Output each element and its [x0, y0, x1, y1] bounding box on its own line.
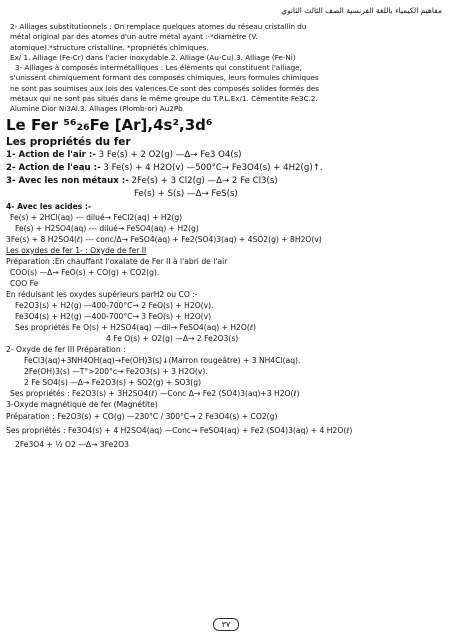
- page-number: [0, 612, 452, 631]
- acids-title: 4- Avec les acides :-: [6, 201, 92, 211]
- prep-line: Ses propriétés Fe O(s) + H2SO4(aq) —dil→ FeSO4(aq) + H2O(ℓ): [15, 322, 256, 332]
- prep-line: 2Fe(OH)3(s) —T°>200°c→ Fe2O3(s) + 3 H2O(v).: [24, 366, 208, 376]
- reaction-equation: 3 Fe(s) + 4 H2O(v) —500°C→ Fe3O4(s) + 4H2(g)↑.: [103, 162, 323, 173]
- prep-line: Ses propriétés : Fe3O4(s) + 4 H2SO4(aq) —Conc→ FeSO4(aq) + Fe2 (SO4)3(aq) + 4 H2O(ℓ): [6, 425, 353, 435]
- reaction-label: 2- Action de l'eau :-: [6, 162, 101, 173]
- acid-line: Fe(s) + 2HCl(aq) --- dilué→ FeCl2(aq) + H2(g): [10, 212, 183, 222]
- oxydes-title: Les oxydes de fer 1- : Oxyde de fer II: [6, 245, 147, 255]
- reaction-line: [6, 162, 446, 175]
- prep-line: Fe3O4(s) + H2(g) —400-700°C→ 3 FeO(s) + H2O(v): [15, 311, 212, 321]
- paragraph-line: Ex/ 1. Alliage (Fe-Cr) dans l'acier inoxydable.2. Alliage (Au-Cu).3. Alliage (Fe-Ni): [10, 52, 296, 62]
- reaction-label: 3- Avec les non métaux :-: [6, 175, 129, 186]
- reaction-label: 1- Action de l'air :-: [6, 149, 96, 160]
- document-body: [6, 22, 446, 452]
- paragraph-line: ne sont pas soumises aux lois des valences.Ce sont des composés solides formés des: [10, 83, 320, 93]
- prep-line: Préparation :En chauffant l'oxalate de Fer II à l'abri de l'air: [6, 256, 228, 266]
- prep-line: En réduisant les oxydes supérieurs parH2 ou CO :-: [6, 289, 198, 299]
- paragraph-line: 3- Alliages à composés intermétalliques : Les éléments qui constituent l'alliage,: [15, 63, 302, 73]
- prep-line: 2- Oxyde de fer III Préparation :: [6, 344, 126, 354]
- paragraph-line: métaux qui ne sont pas situés dans le même groupe du T.P.L.Ex/1. Cémentite Fe3C.2.: [10, 94, 318, 104]
- reaction-equation: 2Fe(s) + 3 Cl2(g) —Δ→ 2 Fe Cl3(s): [131, 175, 278, 186]
- le-fer-title: Le Fer ⁵⁶₂₆Fe [Ar],4s²,3d⁶: [6, 115, 213, 134]
- prep-line: COO(s) —Δ→ FeO(s) + CO(g) + CO2(g).: [10, 267, 160, 277]
- reaction-line: [6, 188, 446, 201]
- paragraph-line: 2- Alliages substitutionnels : On remplace quelques atomes du réseau cristallin du: [10, 22, 307, 31]
- prep-line: 3-Oxyde magnétique de fer (Magnétite): [6, 399, 158, 409]
- prep-line: FeCl3(aq)+3NH4OH(aq)→Fe(OH)3(s)↓(Marron rougeâtre) + 3 NH4Cl(aq).: [24, 355, 301, 365]
- prep-line: COO Fe: [10, 278, 39, 288]
- page-header: مفاهيم الكيمياء باللغة الفرنسية الصف الثالث الثانوي: [281, 6, 442, 15]
- prep-line: 2 Fe SO4(s) —Δ→ Fe2O3(s) + SO2(g) + SO3(g): [24, 377, 202, 387]
- paragraph-line: atomique).*structure cristalline. *propriétés chimiques.: [10, 42, 209, 52]
- reaction-line: [6, 175, 446, 188]
- prep-line: Préparation : Fe2O3(s) + CO(g) —230°C / 300°C→ 2 Fe3O4(s) + CO2(g): [6, 411, 278, 421]
- acid-line: 3Fe(s) + 8 H2SO4(ℓ) --- conc/Δ→ FeSO4(aq) + Fe2(SO4)3(aq) + 4SO2(g) + 8H2O(v): [6, 234, 322, 244]
- prep-line: 4 Fe O(s) + O2(g) —Δ→ 2 Fe2O3(s): [106, 333, 239, 343]
- paragraph-line: métal original par des atomes d'un autre métal ayant :-*diamètre (V.: [10, 32, 258, 42]
- reaction-line: [6, 149, 446, 162]
- prep-line: Ses propriétés : Fe2O3(s) + 3H2SO4(ℓ) —Conc Δ→ Fe2 (SO4)3(aq)+3 H2O(ℓ): [10, 388, 300, 398]
- prep-line: Fe2O3(s) + H2(g) —400-700°C→ 2 FeO(s) + H2O(v).: [15, 300, 214, 310]
- paragraph-line: s'unissent chimiquement formant des composés chimiques, leurs formules chimiques: [10, 73, 319, 83]
- section-title: Les propriétés du fer: [6, 135, 131, 148]
- reaction-equation: 3 Fe(s) + 2 O2(g) —Δ→ Fe3 O4(s): [98, 149, 242, 160]
- reaction-equation: Fe(s) + S(s) —Δ→ FeS(s): [134, 188, 238, 199]
- paragraph-line: Alumine Dior Ni3Al.3. Alliages (Plomb-or) Au2Pb: [10, 104, 183, 114]
- acid-line: Fe(s) + H2SO4(aq) --- dilué→ FeSO4(aq) + H2(g): [15, 223, 199, 233]
- prep-line: 2Fe3O4 + ½ O2 —Δ→ 3Fe2O3: [15, 439, 129, 449]
- page-number-label: ٣٧: [213, 618, 240, 631]
